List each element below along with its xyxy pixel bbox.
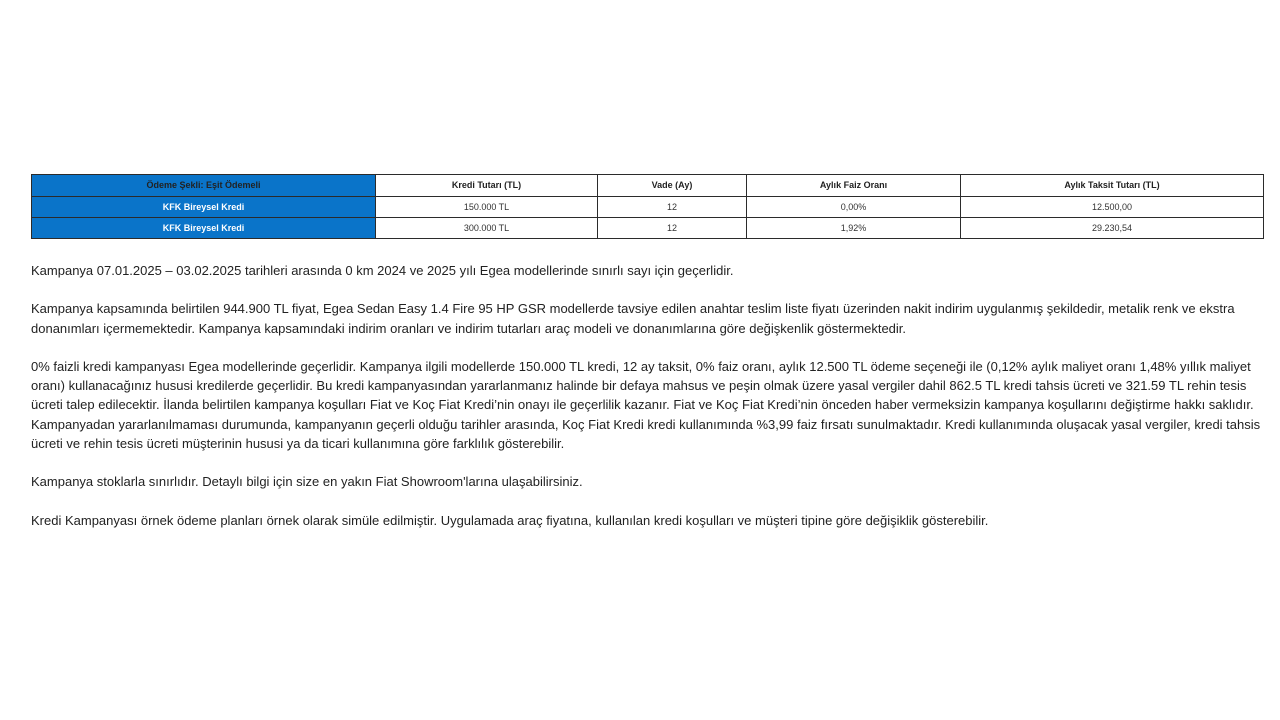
table-row xyxy=(32,218,1264,239)
campaign-notes xyxy=(31,261,1267,549)
interest-rate-cell: 0,00% xyxy=(747,197,961,218)
header-payment-type: Ödeme Şekli: Eşit Ödemeli xyxy=(32,175,376,197)
row-label: KFK Bireysel Kredi xyxy=(32,218,376,239)
loan-payment-table xyxy=(31,174,1264,239)
header-term: Vade (Ay) xyxy=(598,175,747,197)
header-loan-amount: Kredi Tutarı (TL) xyxy=(376,175,598,197)
header-monthly-installment: Aylık Taksit Tutarı (TL) xyxy=(961,175,1264,197)
stock-note: Kampanya stoklarla sınırlıdır. Detaylı bilgi için size en yakın Fiat Showroom'larına ulaşabilirsiniz. xyxy=(31,474,583,490)
row-label: KFK Bireysel Kredi xyxy=(32,197,376,218)
loan-amount-cell: 300.000 TL xyxy=(376,218,598,239)
campaign-date-note: Kampanya 07.01.2025 – 03.02.2025 tarihleri arasında 0 km 2024 ve 2025 yılı Egea modellerinde sınırlı sayı için geçerlidir. xyxy=(31,263,734,278)
term-cell: 12 xyxy=(598,197,747,218)
header-monthly-interest: Aylık Faiz Oranı xyxy=(747,175,961,197)
credit-terms-note: 0% faizli kredi kampanyası Egea modellerinde geçerlidir. Kampanya ilgili modellerde 150.000 TL kredi, 12 ay taksit, 0% faiz oranı, aylık 12.500 TL ödeme seçeneği ile (0,12% aylık maliyet oranı 1,48% yıllık maliyet oranı) kullanacağınız hususi kredilerde geçerlidir. Bu kredi kampanyasından yararlanmanız halinde bir defaya mahsus ve peşin olmak üzere yasal vergiler dahil 862.5 TL kredi tahsis ücreti ve 321.59 TL rehin tesis ücreti talep edilecektir. İlanda belirtilen kampanya koşulları Fiat ve Koç Fiat Kredi’nin onayı ile geçerlilik kazanır. Fiat ve Koç Fiat Kredi’nin önceden haber vermeksizin kampanya koşullarını değiştirme hakkı saklıdır. Kampanyadan yararlanılmaması durumunda, kampanyanın geçerli olduğu tarihler arasında, Koç Fiat Kredi kredi kullanımında %3,99 faiz fırsatı sunulmaktadır. Kredi kullanımında oluşacak yasal vergiler, kredi tahsis ücreti ve rehin tesis ücreti müşterinin hususi ya da ticari kullanımına göre farklılık gösterebilir. xyxy=(31,358,1261,452)
loan-amount-cell: 150.000 TL xyxy=(376,197,598,218)
installment-cell: 12.500,00 xyxy=(961,197,1264,218)
table-header-row xyxy=(32,175,1264,197)
simulation-note: Kredi Kampanyası örnek ödeme planları örnek olarak simüle edilmiştir. Uygulamada araç fiyatına, kullanılan kredi koşulları ve müşteri tipine göre değişiklik gösterebilir. xyxy=(31,512,989,528)
table-row xyxy=(32,197,1264,218)
term-cell: 12 xyxy=(598,218,747,239)
price-note: Kampanya kapsamında belirtilen 944.900 TL fiyat, Egea Sedan Easy 1.4 Fire 95 HP GSR modellerde tavsiye edilen anahtar teslim liste fiyatı üzerinden nakit indirim uygulanmış şekildedir, metalik renk ve ekstra donanımları içermemektedir. Kampanya kapsamındaki indirim oranları ve indirim tutarları araç modeli ve donanımlarına göre değişkenlik göstermektedir. xyxy=(31,301,1235,336)
installment-cell: 29.230,54 xyxy=(961,218,1264,239)
interest-rate-cell: 1,92% xyxy=(747,218,961,239)
